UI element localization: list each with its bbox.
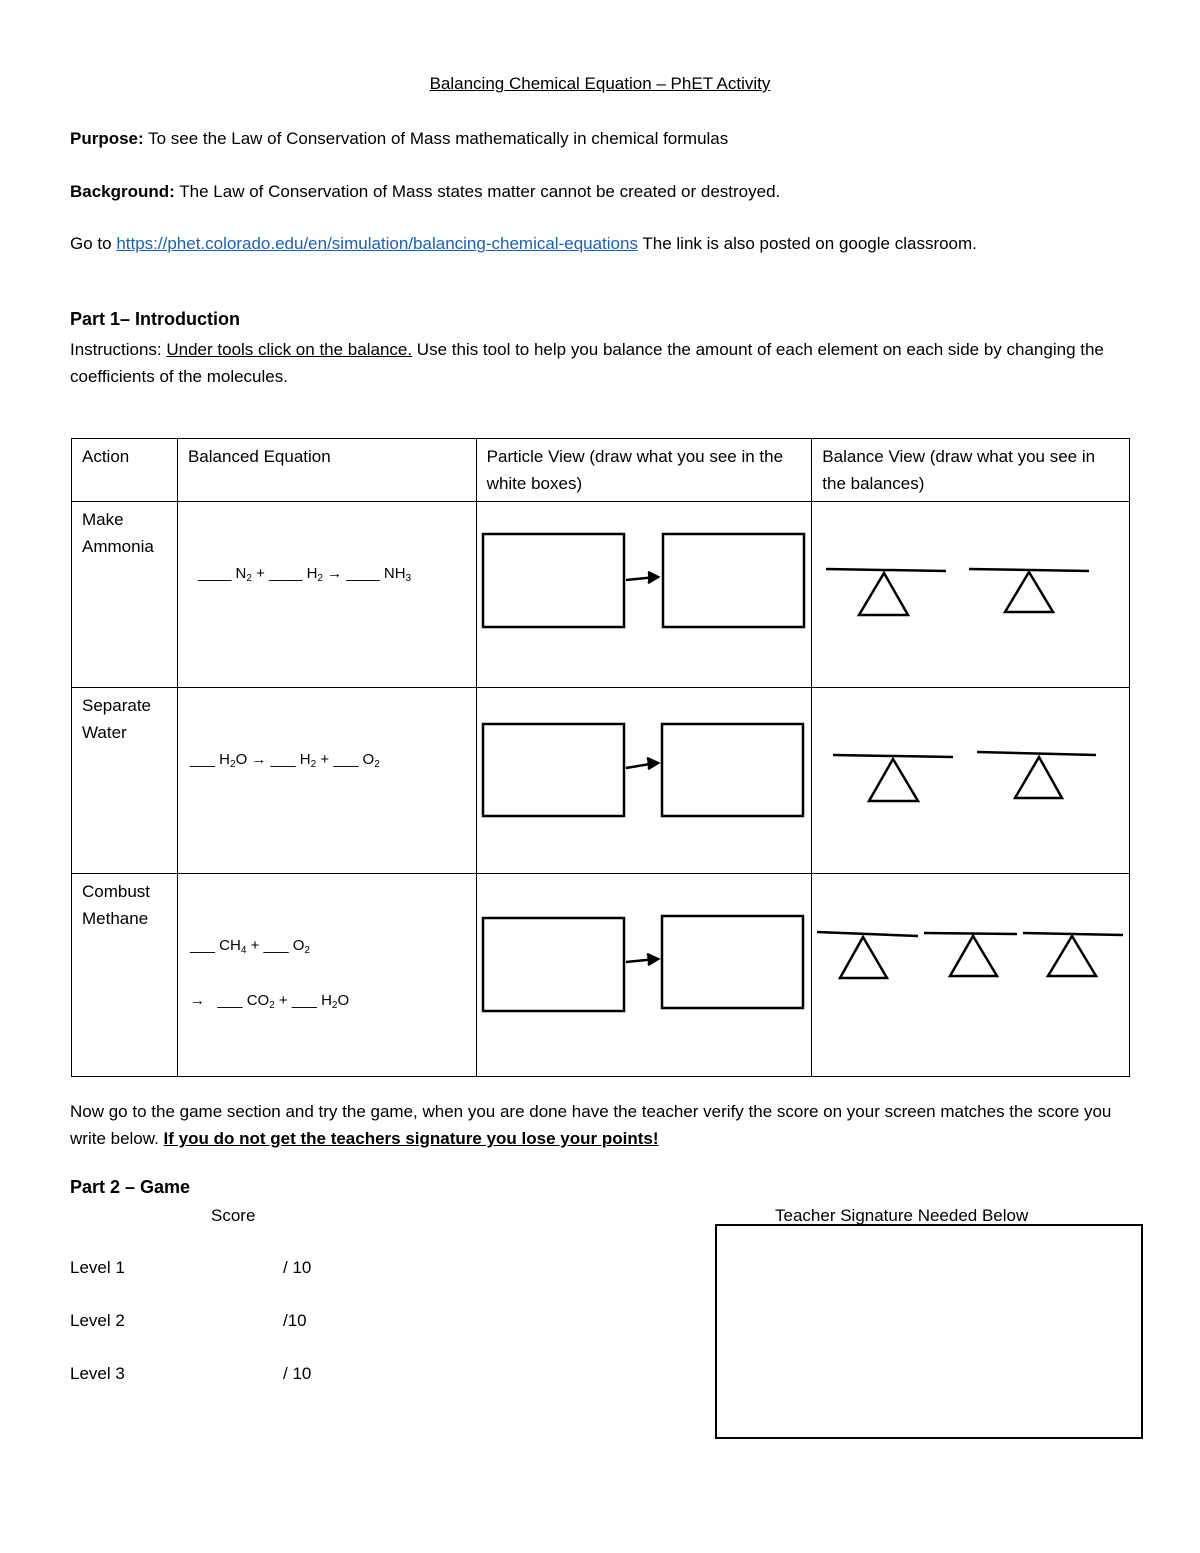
formula-o2: O (292, 937, 305, 954)
coefficient-blank[interactable]: ____ (197, 565, 232, 582)
coefficient-blank[interactable]: ____ (346, 565, 380, 582)
phet-link[interactable]: https://phet.colorado.edu/en/simulation/balancing-chemical-equations (116, 234, 638, 253)
instructions-rest: Use this tool to help you balance the amount of each element on each side by changing the coefficients of the molecules. (70, 340, 1104, 386)
instructions-underlined: Under tools click on the balance. (166, 340, 413, 359)
subscript: 2 (230, 759, 236, 770)
subscript: 2 (310, 759, 317, 770)
game-intro-text: Now go to the game section and try the game, when you are done have the teacher verify the score on your screen matches the score you write below. (70, 1102, 1112, 1148)
plus-sign: + (246, 937, 264, 954)
goto-prefix: Go to (70, 234, 117, 253)
balance-fulcrum-icon (869, 759, 918, 801)
formula-h2: H (306, 565, 318, 582)
arrow-head-icon (647, 954, 658, 965)
subscript: 3 (405, 573, 412, 584)
coefficient-blank[interactable]: ___ (291, 992, 317, 1009)
formula-h2o: H (219, 751, 231, 768)
coefficient-blank[interactable]: ____ (269, 565, 303, 582)
reactant-particle-box[interactable] (483, 724, 624, 816)
purpose-label: Purpose: (70, 129, 144, 148)
level-score[interactable]: / 10 (283, 1258, 312, 1277)
action-make-ammonia: Make Ammonia (72, 502, 178, 688)
formula-o2: O (362, 751, 375, 768)
balance-fulcrum-icon (1005, 572, 1053, 612)
balance-beam-icon (817, 932, 918, 936)
balance-beam-icon (924, 933, 1017, 934)
formula-o: O (235, 751, 248, 768)
subscript: 4 (240, 945, 247, 956)
action-combust-methane: Combust Methane (72, 874, 178, 1077)
reactant-particle-box[interactable] (483, 918, 624, 1011)
signature-header: Teacher Signature Needed Below (775, 1206, 1029, 1225)
level-score[interactable]: / 10 (283, 1364, 312, 1383)
formula-h2o: H (321, 992, 332, 1009)
teacher-signature-box[interactable] (715, 1224, 1143, 1439)
level-score[interactable]: /10 (283, 1311, 307, 1330)
plus-sign: + (274, 992, 292, 1009)
level-label: Level 2 (70, 1311, 125, 1330)
background-text: The Law of Conservation of Mass states matter cannot be created or destroyed. (179, 182, 781, 201)
balance-fulcrum-icon (1015, 757, 1062, 798)
header-balance-view: Balance View (draw what you see in the balances) (812, 439, 1130, 502)
formula-o: O (337, 992, 350, 1009)
reaction-arrow-icon: → (189, 992, 205, 1009)
balance-fulcrum-icon (1048, 936, 1096, 976)
header-particle-view: Particle View (draw what you see in the white boxes) (476, 439, 812, 502)
level-label: Level 3 (70, 1364, 125, 1383)
subscript: 2 (304, 945, 310, 956)
header-action: Action (72, 439, 178, 502)
subscript: 2 (331, 1000, 338, 1011)
reaction-arrow-icon: → (327, 565, 343, 582)
game-intro (70, 1098, 1130, 1152)
product-particle-box[interactable] (662, 724, 803, 816)
product-particle-box[interactable] (663, 534, 804, 627)
coefficient-blank[interactable]: ___ (189, 751, 215, 768)
game-warning: If you do not get the teachers signature you lose your points! (163, 1129, 659, 1148)
reaction-arrow-icon: → (251, 751, 267, 768)
reactant-particle-box[interactable] (483, 534, 624, 627)
coefficient-blank[interactable]: ___ (189, 937, 215, 954)
goto-suffix: The link is also posted on google classroom. (637, 234, 977, 253)
coefficient-blank[interactable]: ___ (270, 751, 296, 768)
subscript: 2 (374, 759, 380, 770)
formula-co2: CO (246, 992, 270, 1009)
coefficient-blank[interactable]: ___ (333, 751, 359, 768)
arrow-head-icon (647, 758, 658, 769)
subscript: 2 (246, 573, 252, 584)
purpose-text: To see the Law of Conservation of Mass mathematically in chemical formulas (148, 129, 729, 148)
coefficient-blank[interactable]: ___ (217, 992, 243, 1009)
balance-beam-icon (1023, 933, 1123, 935)
formula-h2: H (299, 751, 311, 768)
score-header: Score (211, 1206, 256, 1225)
balance-beam-icon (977, 752, 1096, 755)
balance-fulcrum-icon (950, 936, 997, 976)
header-balanced-equation: Balanced Equation (177, 439, 476, 502)
balance-fulcrum-icon (859, 573, 908, 615)
coefficient-blank[interactable]: ___ (263, 937, 289, 954)
balance-fulcrum-icon (840, 937, 887, 978)
arrow-head-icon (648, 572, 658, 583)
formula-nh3: NH (383, 565, 406, 582)
subscript: 2 (269, 1000, 275, 1011)
part2-heading: Part 2 – Game (70, 1177, 191, 1197)
part1-heading: Part 1– Introduction (70, 309, 241, 329)
level-label: Level 1 (70, 1258, 125, 1277)
balance-beam-icon (826, 569, 946, 571)
document-title: Balancing Chemical Equation – PhET Activity (429, 74, 771, 93)
instructions-label: Instructions: (70, 340, 167, 359)
plus-sign: + (316, 751, 334, 768)
formula-ch4: CH (219, 937, 241, 954)
action-separate-water: Separate Water (72, 688, 178, 874)
plus-sign: + (251, 565, 270, 582)
product-particle-box[interactable] (662, 916, 803, 1008)
formula-n2: N (235, 565, 247, 582)
background-label: Background: (70, 182, 175, 201)
subscript: 2 (317, 573, 323, 584)
